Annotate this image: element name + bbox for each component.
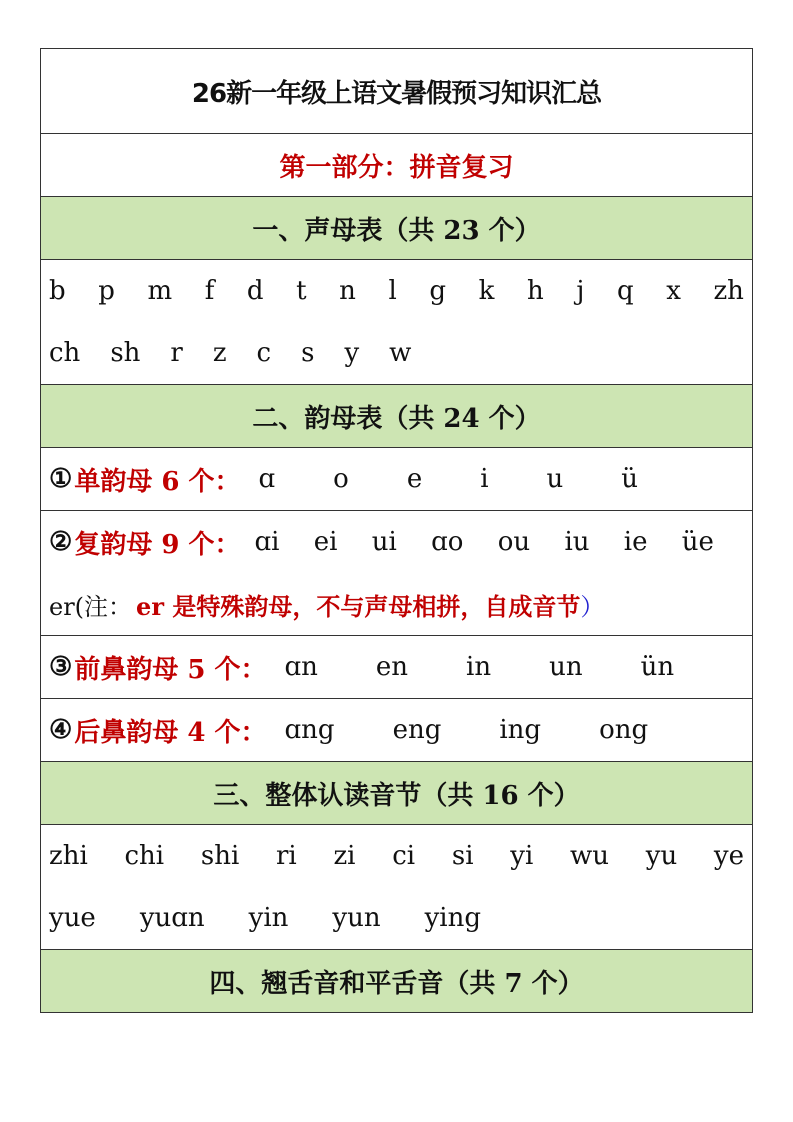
pinyin-item: p <box>98 276 115 306</box>
finals-header: 二、韵母表（共 24 个） <box>41 385 753 448</box>
pinyin-item: iu <box>564 527 590 557</box>
pinyin-item: zhi <box>49 841 88 871</box>
whole-syllables-header: 三、整体认读音节（共 16 个） <box>41 762 753 825</box>
pinyin-item: w <box>389 338 412 368</box>
pinyin-item: y <box>344 338 360 368</box>
pinyin-item: ün <box>640 652 675 682</box>
pinyin-item: b <box>49 276 66 306</box>
pinyin-item: eng <box>392 715 442 745</box>
pinyin-item: ch <box>49 338 81 368</box>
pinyin-item: x <box>666 276 681 306</box>
item-number: ③ <box>49 652 73 682</box>
whole-syllables-cell <box>41 825 753 950</box>
pinyin-item: s <box>301 338 315 368</box>
pinyin-item: yuɑn <box>139 903 205 933</box>
back-nasal-label: 后鼻韵母 4 个： <box>74 717 267 748</box>
document-page <box>40 48 753 1013</box>
pinyin-item: ɑi <box>254 527 280 557</box>
pinyin-item: h <box>526 276 544 306</box>
retroflex-header: 四、翘舌音和平舌音（共 7 个） <box>41 950 753 1013</box>
pinyin-item: f <box>204 276 215 306</box>
pinyin-item: ɑn <box>284 652 318 682</box>
initials-row-2 <box>49 322 744 384</box>
pinyin-item: yi <box>510 841 534 871</box>
er-note: er 是特殊韵母，不与声母相拼，自成音节 <box>136 591 581 621</box>
initials-row-1 <box>49 260 744 322</box>
pinyin-item: ɑo <box>431 527 464 557</box>
pinyin-item: zh <box>713 276 744 306</box>
pinyin-item: ci <box>392 841 416 871</box>
single-finals-cell <box>41 448 753 511</box>
pinyin-item: shi <box>200 841 240 871</box>
pinyin-item: ye <box>713 841 744 871</box>
item-number: ② <box>49 527 73 557</box>
pinyin-item: si <box>451 841 474 871</box>
pinyin-item: g <box>429 276 447 306</box>
pinyin-item: en <box>375 652 409 682</box>
whole-syllables-row-1 <box>49 825 744 887</box>
pinyin-item: in <box>466 652 492 682</box>
pinyin-item: k <box>478 276 495 306</box>
pinyin-item: o <box>333 464 349 494</box>
pinyin-item: ie <box>623 527 648 557</box>
pinyin-item: ri <box>276 841 297 871</box>
pinyin-item: e <box>406 464 423 494</box>
pinyin-item: i <box>480 464 489 494</box>
pinyin-item: chi <box>124 841 165 871</box>
back-nasal-items <box>267 715 679 745</box>
item-number: ① <box>49 464 73 494</box>
pinyin-item: ɑng <box>284 715 335 745</box>
er-note-close: ） <box>580 592 605 621</box>
pinyin-item: un <box>549 652 583 682</box>
pinyin-item: l <box>388 276 397 306</box>
pinyin-item: r <box>170 338 183 368</box>
pinyin-item: ing <box>499 715 542 745</box>
compound-finals-items <box>255 527 744 557</box>
er-prefix: er(注： <box>49 592 133 621</box>
pinyin-item: m <box>147 276 173 306</box>
pinyin-item: ü <box>621 464 639 494</box>
page-title: 26新一年级上语文暑假预习知识汇总 <box>41 49 753 134</box>
initials-header: 一、声母表（共 23 个） <box>41 197 753 260</box>
pinyin-item: ei <box>313 527 338 557</box>
pinyin-item: ong <box>599 715 649 745</box>
back-nasal-cell <box>41 699 753 762</box>
pinyin-item: sh <box>110 338 141 368</box>
part-heading: 第一部分：拼音复习 <box>41 134 753 197</box>
pinyin-item: yue <box>49 903 96 933</box>
front-nasal-label: 前鼻韵母 5 个： <box>74 654 267 685</box>
pinyin-item: q <box>616 276 634 306</box>
front-nasal-items <box>267 652 705 682</box>
pinyin-item: n <box>339 276 356 306</box>
single-finals-items <box>241 464 669 494</box>
pinyin-item: c <box>256 338 272 368</box>
pinyin-item: u <box>546 464 564 494</box>
whole-syllables-row-2 <box>49 887 744 949</box>
pinyin-item: ui <box>371 527 397 557</box>
initials-cell <box>41 260 753 385</box>
pinyin-item: ou <box>497 527 531 557</box>
pinyin-item: zi <box>333 841 356 871</box>
single-finals-label: 单韵母 6 个： <box>74 466 241 497</box>
pinyin-item: j <box>576 276 585 306</box>
item-number: ④ <box>49 715 73 745</box>
pinyin-item: ying <box>424 903 481 933</box>
compound-finals-cell <box>41 511 753 636</box>
pinyin-item: yun <box>332 903 381 933</box>
pinyin-item: yu <box>645 841 678 871</box>
pinyin-item: z <box>212 338 227 368</box>
pinyin-table <box>40 48 753 1013</box>
pinyin-item: üe <box>681 527 714 557</box>
compound-finals-label: 复韵母 9 个： <box>74 529 241 560</box>
pinyin-item: wu <box>570 841 610 871</box>
pinyin-item: yin <box>248 903 289 933</box>
pinyin-item: d <box>246 276 264 306</box>
pinyin-item: t <box>296 276 307 306</box>
front-nasal-cell <box>41 636 753 699</box>
pinyin-item: ɑ <box>258 464 276 494</box>
